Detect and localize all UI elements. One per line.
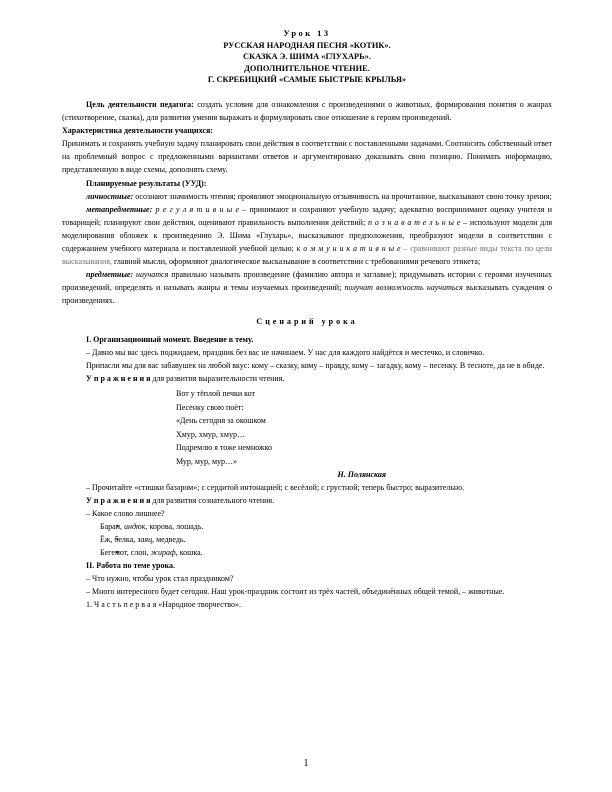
poem-line: Песенку свою поёт: (176, 402, 244, 412)
title-line-4: Г. СКРЕБИЦКИЙ «САМЫЕ БЫСТРЫЕ КРЫЛЬЯ» (207, 75, 407, 85)
title-line-1: РУССКАЯ НАРОДНАЯ ПЕСНЯ «КОТИК». (223, 40, 391, 50)
list-item (62, 520, 552, 533)
meta-label: метапредметные: (86, 204, 153, 214)
scenario-p4: – Что нужно, чтобы урок стал праздником? (86, 574, 234, 584)
exercise-1 (62, 372, 552, 385)
goal-text: создать условия для ознакомления с произведениями о животных, формирования понятия о жанрах (стихотворение, сказка), для развития умения выражать и формулировать свое отношение к героям произведений. (62, 99, 552, 123)
list-item-italic: жираф (150, 547, 176, 557)
subject-paragraph (62, 268, 552, 307)
subject-text-2: высказывать суждения о произведениях. (62, 283, 552, 306)
question: – Какое слово лишнее? (86, 508, 165, 518)
goal-label: Цель деятельности педагога: (86, 99, 194, 109)
communicative-gray-text: – сравнивают разные виды текста по цели высказывания, (62, 244, 553, 267)
scenario-p2: Припасли мы для вас забавушек на любой вкус: кому – сказку, кому – правду, кому – загадку, кому – песенку. В тесноте, да не в обиде. (86, 360, 545, 370)
list-item-post: , корова, лошадь. (145, 521, 204, 531)
part-label: Ч а с т ь п е р в а я (94, 600, 157, 610)
poem-line: Подремлю я тоже немножко (176, 443, 273, 453)
results-label: Планируемые результаты (УУД): (86, 178, 207, 188)
personal-label: личностные: (86, 191, 134, 201)
exercise-2-text: для развития сознательного чтения. (150, 495, 275, 505)
goal-paragraph (62, 98, 552, 124)
char-label: Характеристика деятельности учащихся: (62, 126, 213, 136)
cognitive-label: п о з н а в а т е л ь н ы е (368, 217, 461, 227)
exercise-1-text: для развития выразительности чтения. (150, 373, 285, 383)
list-item-post: , медведь. (152, 534, 186, 544)
personal-paragraph (62, 190, 552, 203)
list-item (62, 546, 552, 559)
poem (176, 387, 552, 469)
part-text: «Народное творчество». (156, 600, 241, 610)
cognitive-text: – используют модели для моделирования обложек к произведению Э. Шима «Глухарь», высказывают предположения, преобразуют модели в соответствии с содержанием учебного материала и поставленной учебной целью; (62, 217, 552, 253)
subject-text-1: правильно называть произведение (фамилию автора и заглавие); придумывать истории с героями изученных произведений, определять и называть жанры и темы изучаемых произведений; (62, 270, 552, 293)
subject-label: предметные: (86, 270, 134, 280)
title-line-3: ДОПОЛНИТЕЛЬНОЕ ЧТЕНИЕ. (244, 63, 370, 73)
communicative-text: главной мысли, оформляют диалогическое высказывание в соответствии с требованиями речевого этикета; (112, 257, 481, 267)
poem-line: Вот у тёплой печки кот (176, 388, 256, 398)
personal-text: осознают значимость чтения; проявляют эмоциональную отзывчивость на прочитанное, высказывают свою точку зрения; (133, 191, 552, 201)
regulative-label: р е г у л я т и в н ы е (155, 204, 239, 214)
meta-paragraph (62, 203, 552, 268)
lesson-number: Урок 13 (283, 29, 331, 38)
list-item-pre: Ёж, белка, (100, 534, 138, 544)
communicative-label: к о м м у н и к а т и в н ы е (296, 244, 401, 253)
exercise-2 (62, 494, 552, 507)
list-item-post: , кошка. (175, 547, 203, 557)
poem-line: «День сегодня за окошком (176, 416, 266, 426)
subject-italic-1: научатся (133, 270, 169, 280)
part-one (62, 598, 552, 611)
section-1-title: I. Организационный момент. Введение в тему. (86, 334, 254, 344)
subject-italic-2: получат возможность научиться (341, 283, 463, 293)
list-item-pre: Баран, (100, 521, 124, 531)
document-body (62, 28, 552, 611)
scenario-p5: – Много интересного будет сегодня. Наш урок-праздник состоит из трёх частей, объединённых общей темой, – животные. (86, 587, 505, 597)
char-text: Принимать и сохранять учебную задачу планировать свои действия в соответствии с поставленными задачами. Соотносить собственный ответ на проблемный вопрос с предложенными вариантами ответов и аргументировано доказывать свою позицию. Понимать информацию, представленную в виде схемы, дополнять схему. (62, 139, 552, 175)
exercise-1-label: У п р а ж н е н и я (86, 373, 151, 383)
poem-line: Хмур, хмур, хмур… (176, 429, 245, 439)
list-item-italic: индюк (123, 521, 146, 531)
regulative-text: – принимают и сохраняют учебную задачу; адекватно воспринимают оценку учителя и товарищей; планируют свои действия, оценивают правильность выполнения действий; (62, 204, 553, 227)
list-item (62, 533, 552, 546)
list-item-pre: Бегемот, слон, (100, 547, 151, 557)
exercise-2-label: У п р а ж н е н и я (86, 495, 151, 505)
list-item-italic: заяц (137, 534, 153, 544)
page-number: 1 (303, 758, 309, 769)
poem-author: Н. Полянская (337, 469, 386, 479)
scenario-title: Сценарий урока (256, 317, 358, 327)
title-line-2: СКАЗКА Э. ШИМА «ГЛУХАРЬ». (243, 52, 371, 62)
scenario-p1: – Давно мы вас здесь поджидаем, праздник без вас не начинаем. У нас для каждого найдётся и местечко, и словечко. (86, 347, 485, 357)
part-number: 1. (86, 600, 94, 610)
section-2-title: II. Работа по теме урока. (86, 561, 175, 571)
poem-line: Мур, мур, мур…» (176, 456, 238, 466)
scenario-p3: – Прочитайте «стишки базаром»; с сердитой интонацией; с весёлой; с грустной; теперь быстро; выразительно. (86, 482, 465, 492)
